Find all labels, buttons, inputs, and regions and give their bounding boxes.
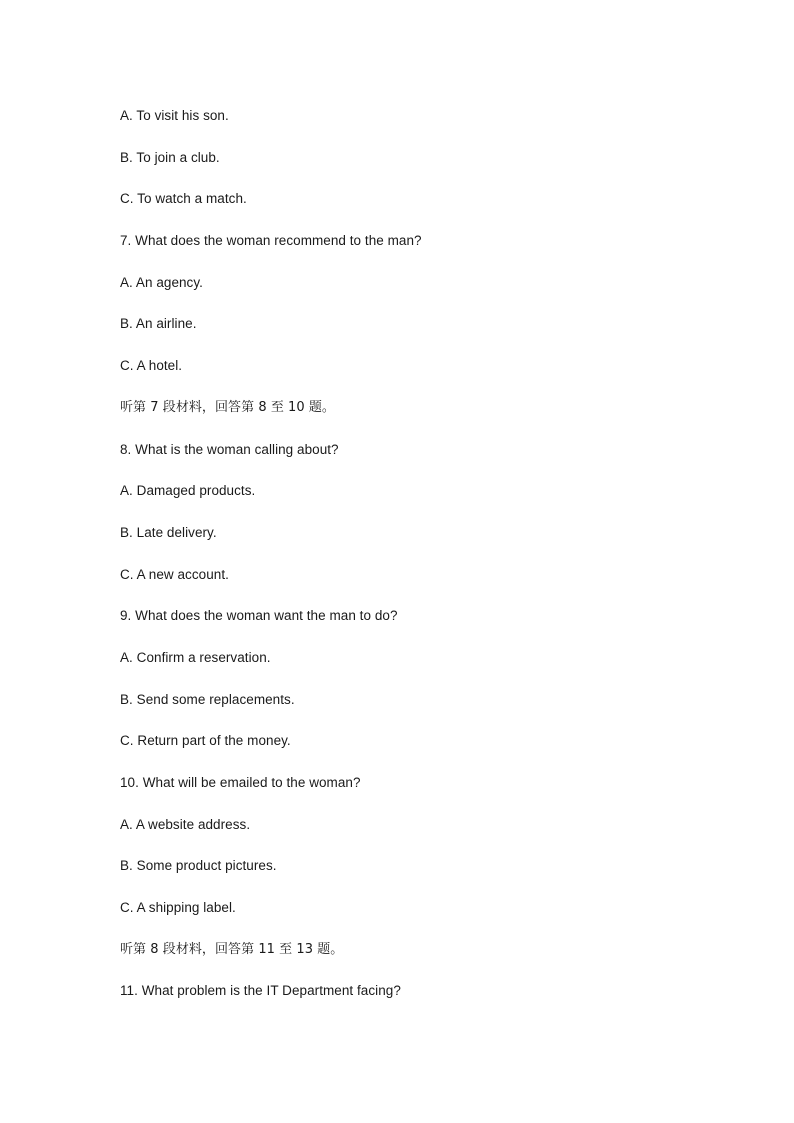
option-line: C. A shipping label. <box>120 900 236 916</box>
option-line: A. Confirm a reservation. <box>120 649 271 665</box>
question-line: 10. What will be emailed to the woman? <box>120 775 361 790</box>
option-line: C. A new account. <box>120 566 229 582</box>
option-line: B. To join a club. <box>120 149 220 165</box>
option-line: A. Damaged products. <box>120 483 256 499</box>
option-line: C. A hotel. <box>120 358 183 374</box>
option-line: B. Send some replacements. <box>120 691 295 707</box>
option-line: A. To visit his son. <box>120 108 229 123</box>
question-line: 11. What problem is the IT Department facing? <box>120 983 401 999</box>
option-line: C. To watch a match. <box>120 191 247 207</box>
section-instruction: 听第 7 段材料，回答第 8 至 10 题。 <box>120 399 335 415</box>
option-line: B. An airline. <box>120 316 197 332</box>
option-line: B. Late delivery. <box>120 524 217 540</box>
question-line: 8. What is the woman calling about? <box>120 441 339 457</box>
question-line: 7. What does the woman recommend to the man? <box>120 233 422 249</box>
exam-text-block <box>120 106 720 1023</box>
section-instruction: 听第 8 段材料，回答第 11 至 13 题。 <box>120 941 344 957</box>
option-line: A. An agency. <box>120 274 203 290</box>
question-line: 9. What does the woman want the man to do? <box>120 608 398 624</box>
option-line: A. A website address. <box>120 816 251 832</box>
option-line: B. Some product pictures. <box>120 858 277 874</box>
option-line: C. Return part of the money. <box>120 733 291 749</box>
